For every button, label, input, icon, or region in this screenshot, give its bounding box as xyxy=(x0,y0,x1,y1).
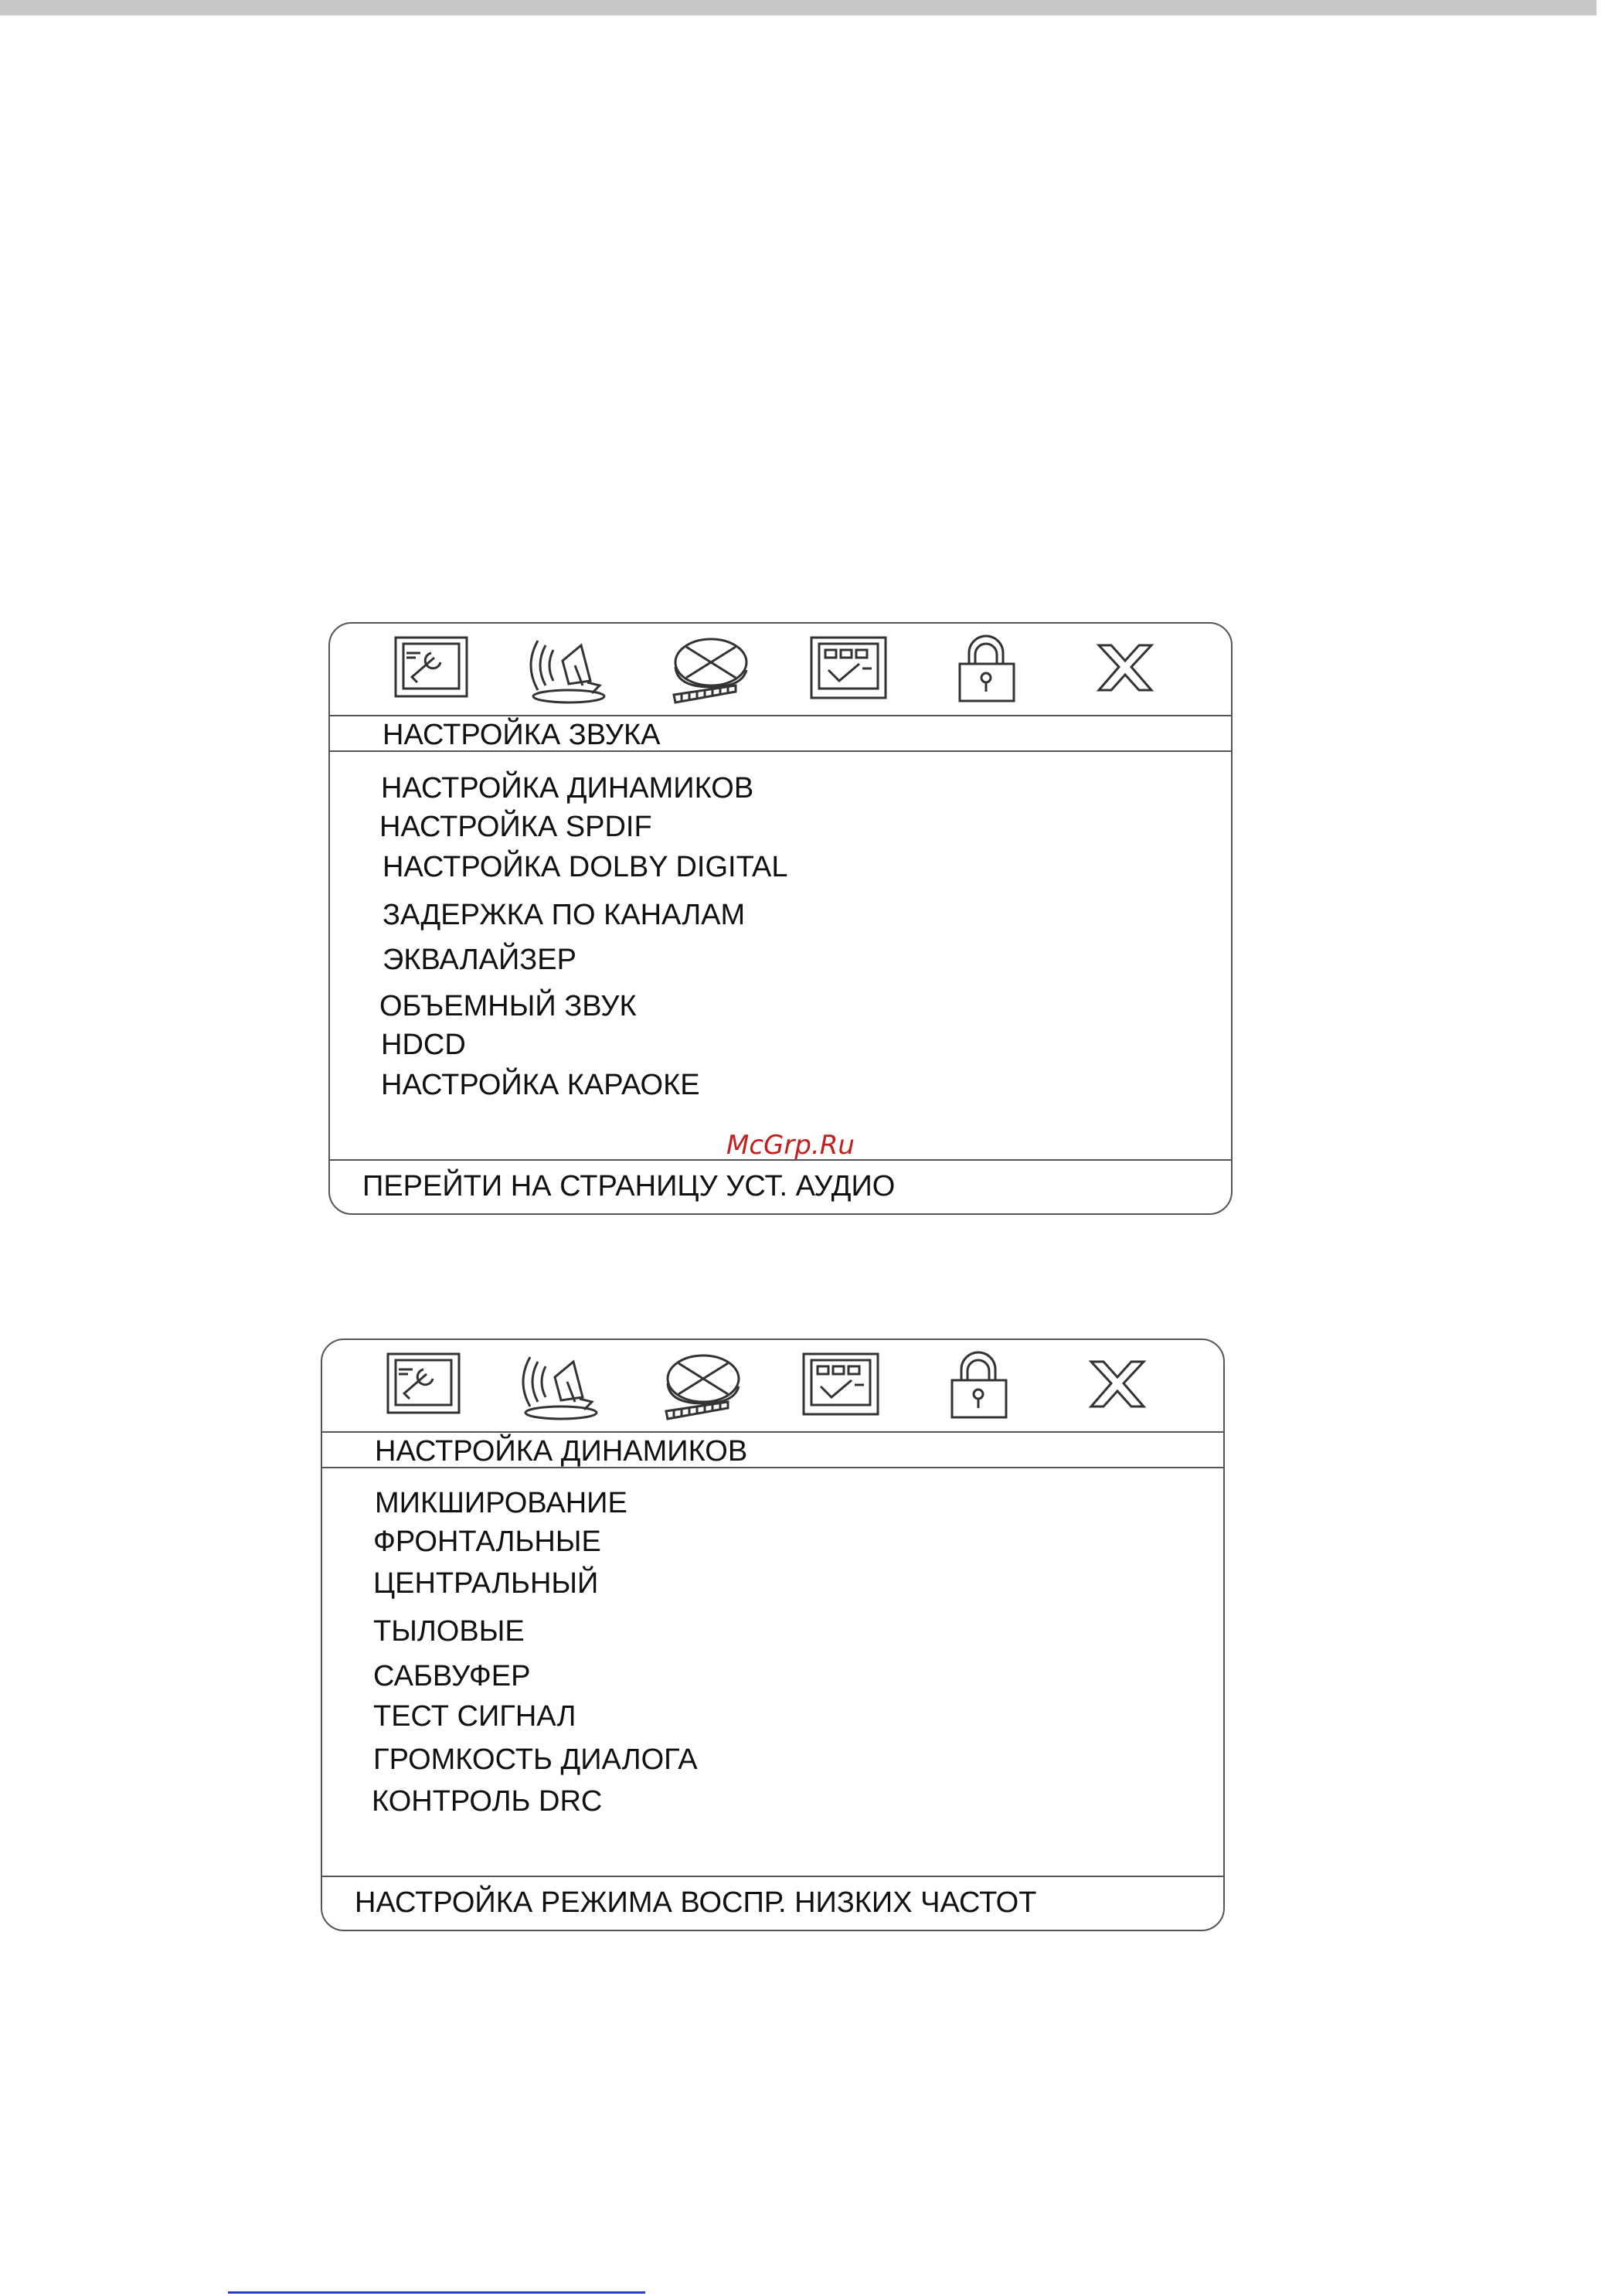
speaker-sound-icon[interactable] xyxy=(512,1346,612,1427)
close-x-icon[interactable] xyxy=(1068,1346,1168,1427)
bottom-link-underline xyxy=(228,2291,645,2294)
status-text: НАСТРОЙКА РЕЖИМА ВОСПР. НИЗКИХ ЧАСТОТ xyxy=(355,1886,1037,1919)
lock-icon[interactable] xyxy=(937,630,1037,710)
film-reel-icon[interactable] xyxy=(658,630,759,710)
menu-item-hdcd[interactable]: HDCD xyxy=(381,1029,466,1061)
menu-item-front-speakers[interactable]: ФРОНТАЛЬНЫЕ xyxy=(373,1526,601,1558)
menu-item-dolby-digital-setup[interactable]: НАСТРОЙКА DOLBY DIGITAL xyxy=(383,851,788,883)
menu-item-equalizer[interactable]: ЭКВАЛАЙЗЕР xyxy=(383,944,576,976)
menu-item-dialog-volume[interactable]: ГРОМКОСТЬ ДИАЛОГА xyxy=(373,1743,698,1776)
menu-item-spdif-setup[interactable]: НАСТРОЙКА SPDIF xyxy=(379,811,652,843)
panel-title-row xyxy=(330,715,1231,752)
speaker-sound-icon[interactable] xyxy=(519,630,620,710)
lock-icon[interactable] xyxy=(929,1346,1029,1427)
preferences-monitor-icon[interactable] xyxy=(790,1346,890,1427)
page-top-bar xyxy=(0,0,1596,15)
panel-title: НАСТРОЙКА ДИНАМИКОВ xyxy=(375,1435,748,1468)
menu-item-surround-sound[interactable]: ОБЪЕМНЫЙ ЗВУК xyxy=(379,990,637,1022)
menu-item-center-speaker[interactable]: ЦЕНТРАЛЬНЫЙ xyxy=(373,1567,599,1600)
icon-bar xyxy=(322,1340,1223,1431)
preferences-monitor-icon[interactable] xyxy=(797,630,898,710)
close-x-icon[interactable] xyxy=(1076,630,1176,710)
speaker-setup-panel xyxy=(321,1338,1225,1931)
tv-wrench-icon[interactable] xyxy=(372,1346,473,1427)
menu-item-channel-delay[interactable]: ЗАДЕРЖКА ПО КАНАЛАМ xyxy=(383,899,746,931)
watermark-text: McGrp.Ru xyxy=(726,1130,855,1161)
audio-setup-panel xyxy=(328,622,1233,1215)
icon-bar xyxy=(330,624,1231,715)
menu-item-drc-control[interactable]: КОНТРОЛЬ DRC xyxy=(372,1785,603,1818)
menu-item-karaoke-setup[interactable]: НАСТРОЙКА КАРАОКЕ xyxy=(381,1069,700,1101)
status-row xyxy=(330,1159,1231,1213)
menu-item-downmix[interactable]: МИКШИРОВАНИЕ xyxy=(375,1487,627,1519)
menu-item-rear-speakers[interactable]: ТЫЛОВЫЕ xyxy=(373,1615,525,1648)
menu-item-subwoofer[interactable]: САБВУФЕР xyxy=(373,1660,531,1692)
status-text: ПЕРЕЙТИ НА СТРАНИЦУ УСТ. АУДИО xyxy=(362,1170,896,1202)
film-reel-icon[interactable] xyxy=(651,1346,751,1427)
panel-title-row xyxy=(322,1431,1223,1468)
tv-wrench-icon[interactable] xyxy=(380,630,481,710)
menu-item-speaker-setup[interactable]: НАСТРОЙКА ДИНАМИКОВ xyxy=(381,772,754,804)
status-row xyxy=(322,1876,1223,1930)
menu-item-test-tone[interactable]: ТЕСТ СИГНАЛ xyxy=(373,1700,576,1733)
panel-title: НАСТРОЙКА ЗВУКА xyxy=(383,719,661,751)
